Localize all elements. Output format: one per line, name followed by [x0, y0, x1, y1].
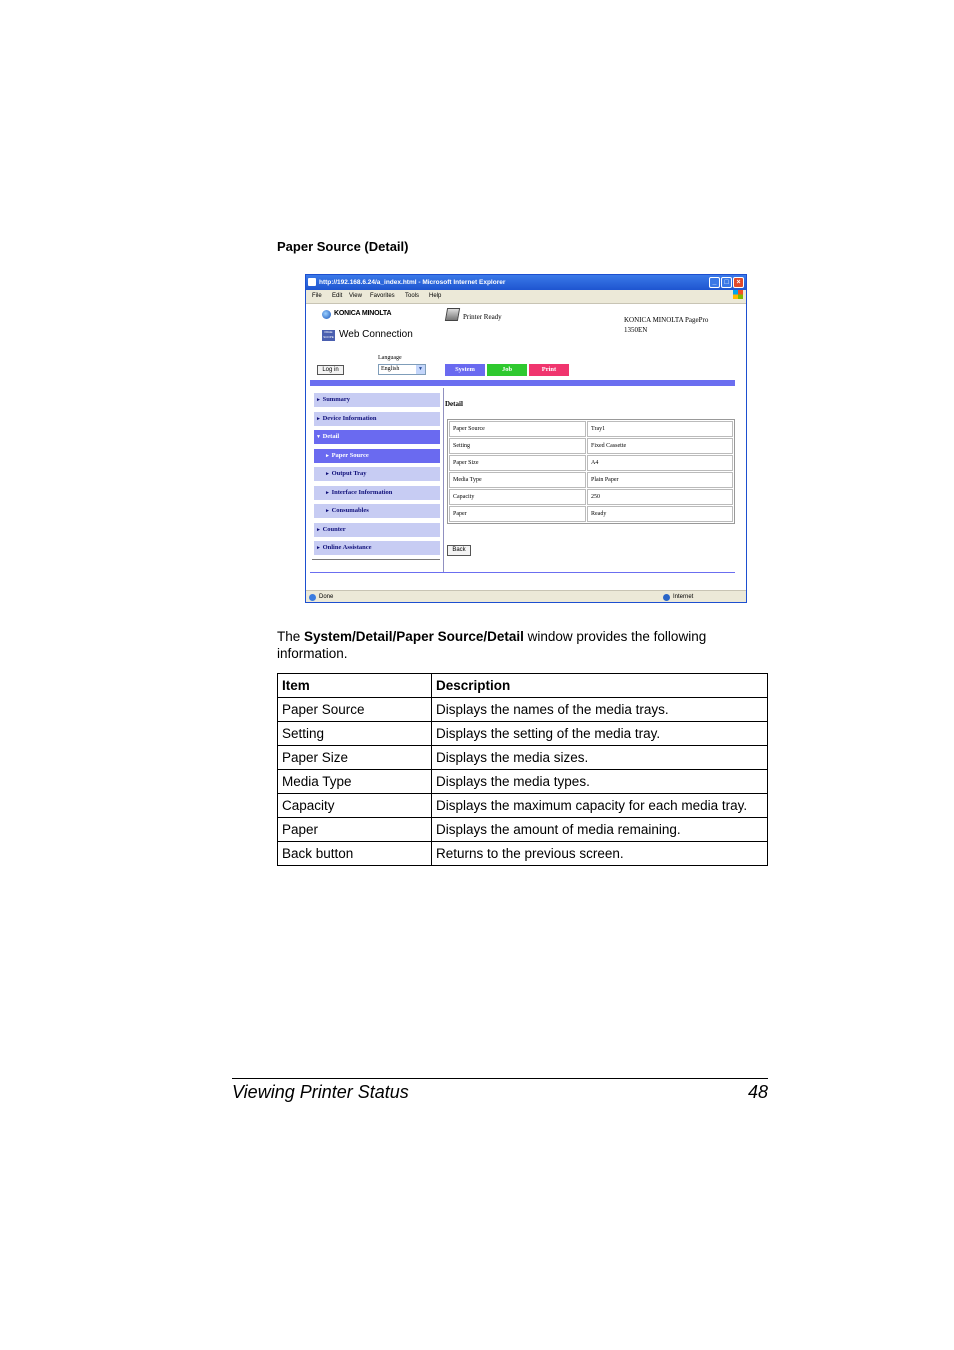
menu-help[interactable]: Help: [429, 293, 442, 299]
header-divider: [310, 380, 735, 386]
brand-name: KONICA MINOLTA: [334, 310, 392, 317]
menu-tools[interactable]: Tools: [405, 293, 420, 299]
sidebar-item-device-information[interactable]: ► Device Information: [314, 412, 440, 426]
globe-icon: [663, 594, 670, 601]
table-row: Paper Size Displays the media sizes.: [278, 746, 768, 770]
browser-window-screenshot: [305, 274, 747, 603]
windows-logo-icon: [733, 290, 743, 299]
printer-icon: [445, 308, 460, 321]
sidebar-item-consumables[interactable]: ► Consumables: [314, 504, 440, 518]
detail-title: Detail: [445, 400, 463, 408]
sidebar-divider: [312, 559, 440, 560]
printer-model: [624, 315, 744, 335]
menu-view[interactable]: View: [349, 293, 362, 299]
sidebar-item-detail[interactable]: ▼ Detail: [314, 430, 440, 444]
sidebar-item-paper-source[interactable]: ► Paper Source: [314, 449, 440, 463]
model-line-1: KONICA MINOLTA PagePro: [624, 316, 709, 324]
sidebar-item-summary[interactable]: ► Summary: [314, 393, 440, 407]
title-bar: [306, 275, 746, 290]
detail-table: [447, 419, 735, 524]
table-row: Capacity 250: [449, 489, 733, 505]
table-row: Back button Returns to the previous screen.: [278, 842, 768, 866]
chevron-down-icon[interactable]: ▼: [416, 365, 425, 374]
page-icon: [309, 594, 316, 601]
table-row: Setting Fixed Cassette: [449, 438, 733, 454]
web-page: [306, 304, 746, 590]
table-row: Paper Size A4: [449, 455, 733, 471]
back-button[interactable]: Back: [447, 545, 471, 556]
table-row: Paper Source Displays the names of the media trays.: [278, 698, 768, 722]
maximize-icon[interactable]: □: [721, 277, 732, 288]
footer-divider: [310, 572, 735, 573]
sidebar-item-online-assistance[interactable]: ► Online Assistance: [314, 541, 440, 555]
table-row: Capacity Displays the maximum capacity for each media tray.: [278, 794, 768, 818]
ie-icon: [308, 278, 316, 286]
status-text: Done: [319, 594, 334, 600]
tab-print[interactable]: Print: [529, 364, 569, 376]
info-table: [277, 673, 768, 866]
table-header-row: Item Description: [278, 674, 768, 698]
section-heading: Paper Source (Detail): [277, 239, 409, 254]
page-number: 48: [747, 1082, 768, 1102]
sidebar-item-output-tray[interactable]: ► Output Tray: [314, 467, 440, 481]
table-row: Media Type Plain Paper: [449, 472, 733, 488]
model-line-2: 1350EN: [624, 326, 648, 334]
footer-rule: [232, 1078, 768, 1079]
close-icon[interactable]: ×: [733, 277, 744, 288]
language-label: Language: [378, 355, 402, 361]
zone-text: Internet: [673, 594, 694, 600]
footer-title: Viewing Printer Status: [232, 1082, 409, 1102]
status-bar: [306, 590, 746, 603]
menu-bar: [306, 290, 746, 304]
language-value: English: [381, 366, 400, 372]
description-paragraph: The System/Detail/Paper Source/Detail window provides the following information.: [277, 629, 707, 661]
table-row: Paper Source Tray1: [449, 421, 733, 437]
menu-edit[interactable]: Edit: [332, 293, 343, 299]
table-row: Setting Displays the setting of the media tray.: [278, 722, 768, 746]
printer-status: Printer Ready: [463, 313, 502, 321]
content-divider: [443, 388, 444, 572]
sidebar-item-interface-information[interactable]: ► Interface Information: [314, 486, 440, 500]
window-title: http://192.168.6.24/a_index.html - Microsoft Internet Explorer: [319, 279, 506, 286]
product-name: Web Connection: [339, 329, 413, 340]
language-select[interactable]: [378, 364, 426, 375]
sidebar-item-counter[interactable]: ► Counter: [314, 523, 440, 537]
tab-system[interactable]: System: [445, 364, 485, 376]
menu-file[interactable]: File: [312, 293, 322, 299]
tab-job[interactable]: Job: [487, 364, 527, 376]
login-button[interactable]: Log in: [317, 365, 344, 375]
pagescope-badge: PAGE SCOPE: [323, 330, 334, 339]
table-row: Media Type Displays the media types.: [278, 770, 768, 794]
minimize-icon[interactable]: _: [709, 277, 720, 288]
globe-icon: [322, 310, 331, 319]
table-row: Paper Ready: [449, 506, 733, 522]
table-row: Paper Displays the amount of media remaining.: [278, 818, 768, 842]
menu-favorites[interactable]: Favorites: [370, 293, 395, 299]
